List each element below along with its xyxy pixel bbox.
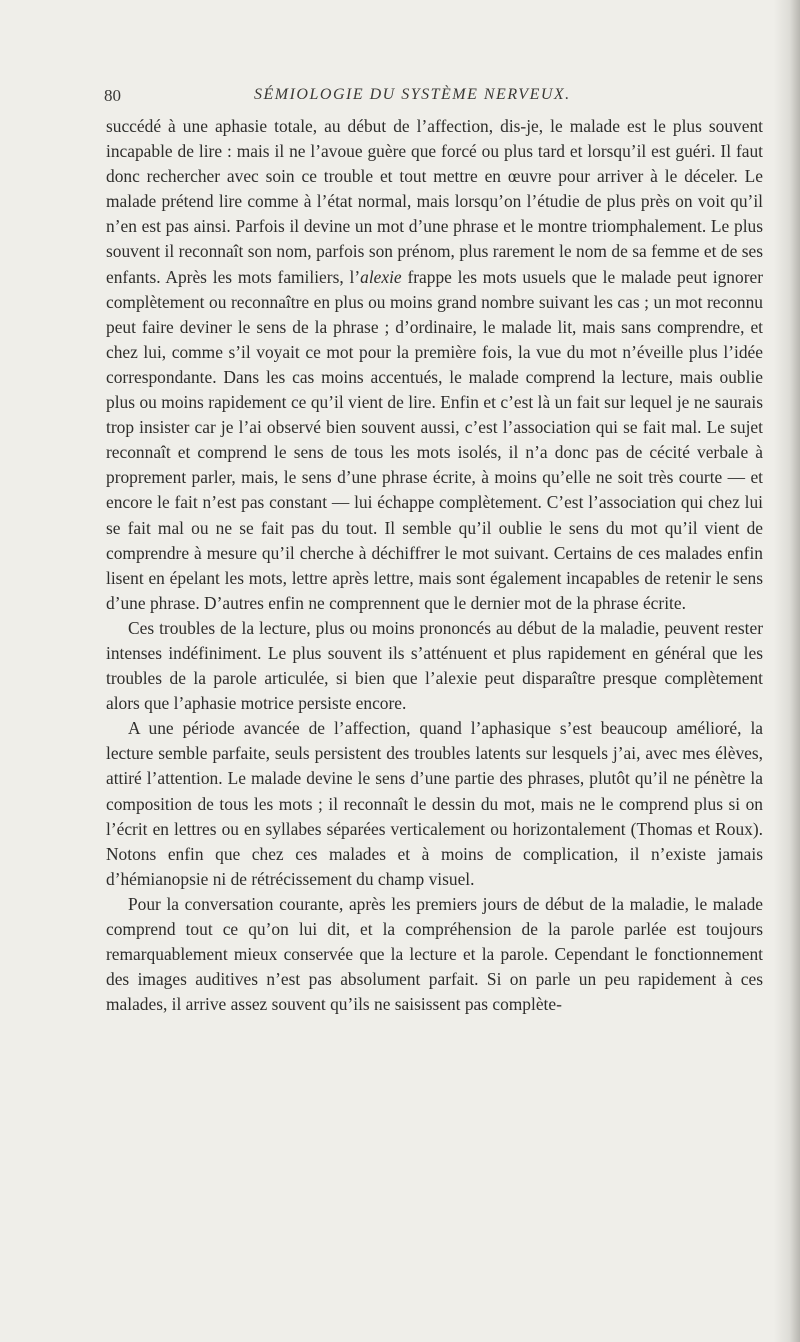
- paragraph-2: Ces troubles de la lecture, plus ou moins prononcés au début de la maladie, peuvent rester intenses indéfiniment. Le plus souvent ils s’atténuent et plus rapidement en général que les troubles de la parole articulée, si bien que l’alexie peut disparaître presque complètement alors que l’aphasie motrice persiste encore.: [106, 617, 763, 714]
- page-number: 80: [104, 86, 121, 105]
- page-edge-shadow: [774, 0, 800, 1342]
- paragraph-1: succédé à une aphasie totale, au début de l’affection, dis-je, le malade est le plus souvent incapable de lire : mais il ne l’avoue guère que forcé ou plus tard et lorsqu’il est guéri. Il faut donc rechercher avec soin ce trouble et tout mettre en œuvre pour arriver à le déceler. Le malade prétend lire comme à l’état normal, mais lorsqu’on l’étudie de plus près on voit qu’il n’en est pas ainsi. Parfois il devine un mot d’une phrase et le montre triomphalement. Le plus souvent il reconnaît son nom, parfois son prénom, plus rarement le nom de sa femme et de ses enfants. Après les mots familiers, l’alexie frappe les mots usuels que le malade peut ignorer complètement ou reconnaître en plus ou moins grand nombre suivant les cas ; un mot reconnu peut faire deviner le sens de la phrase ; d’ordinaire, le malade lit, mais sans comprendre, et chez lui, comme s’il voyait ce mot pour la première fois, la vue du mot n’éveille plus l’idée correspondante. Dans les cas moins accentués, le malade comprend la lecture, mais oublie plus ou moins rapidement ce qu’il vient de lire. Enfin et c’est là un fait sur lequel je ne saurais trop insister car je l’ai observé bien souvent aussi, c’est l’association qui se fait mal. Le sujet reconnaît et comprend le sens de tous les mots isolés, il n’a donc pas de cécité verbale à proprement parler, mais, le sens d’une phrase écrite, à moins qu’elle ne soit très courte — et encore le fait n’est pas constant — lui échappe complètement. C’est l’association qui chez lui se fait mal ou ne se fait pas du tout. Il semble qu’il oublie le sens du mot qu’il vient de comprendre à mesure qu’il cherche à déchiffrer le mot suivant. Certains de ces malades enfin lisent en épelant les mots, lettre après lettre, mais sont également incapables de retenir le sens d’une phrase. D’autres enfin ne comprennent que le dernier mot de la phrase écrite.: [106, 116, 763, 613]
- body-text: [106, 114, 763, 1017]
- paragraph-3: A une période avancée de l’affection, quand l’aphasique s’est beaucoup amélioré, la lecture semble parfaite, seuls persistent des troubles latents sur lesquels j’ai, avec mes élèves, attiré l’attention. Le malade devine le sens d’une partie des phrases, plutôt qu’il ne pénètre la composition de tous les mots ; il reconnaît le dessin du mot, mais ne le comprend plus si on l’écrit en lettres ou en syllabes séparées verticalement ou horizontalement (Thomas et Roux). Notons enfin que chez ces malades et à moins de complication, il n’existe jamais d’hémianopsie ni de rétrécissement du champ visuel.: [106, 718, 763, 889]
- emphasis-alexie: alexie: [360, 266, 402, 287]
- running-head: SÉMIOLOGIE DU SYSTÈME NERVEUX.: [254, 86, 571, 103]
- paragraph-4: Pour la conversation courante, après les premiers jours de début de la maladie, le malade comprend tout ce qu’on lui dit, et la compréhension de la parole parlée est toujours remarquablement mieux conservée que la lecture et la parole. Cependant le fonctionnement des images auditives n’est pas absolument parfait. Si on parle un peu rapidement à ces malades, il arrive assez souvent qu’ils ne saisissent pas complète-: [106, 893, 763, 1015]
